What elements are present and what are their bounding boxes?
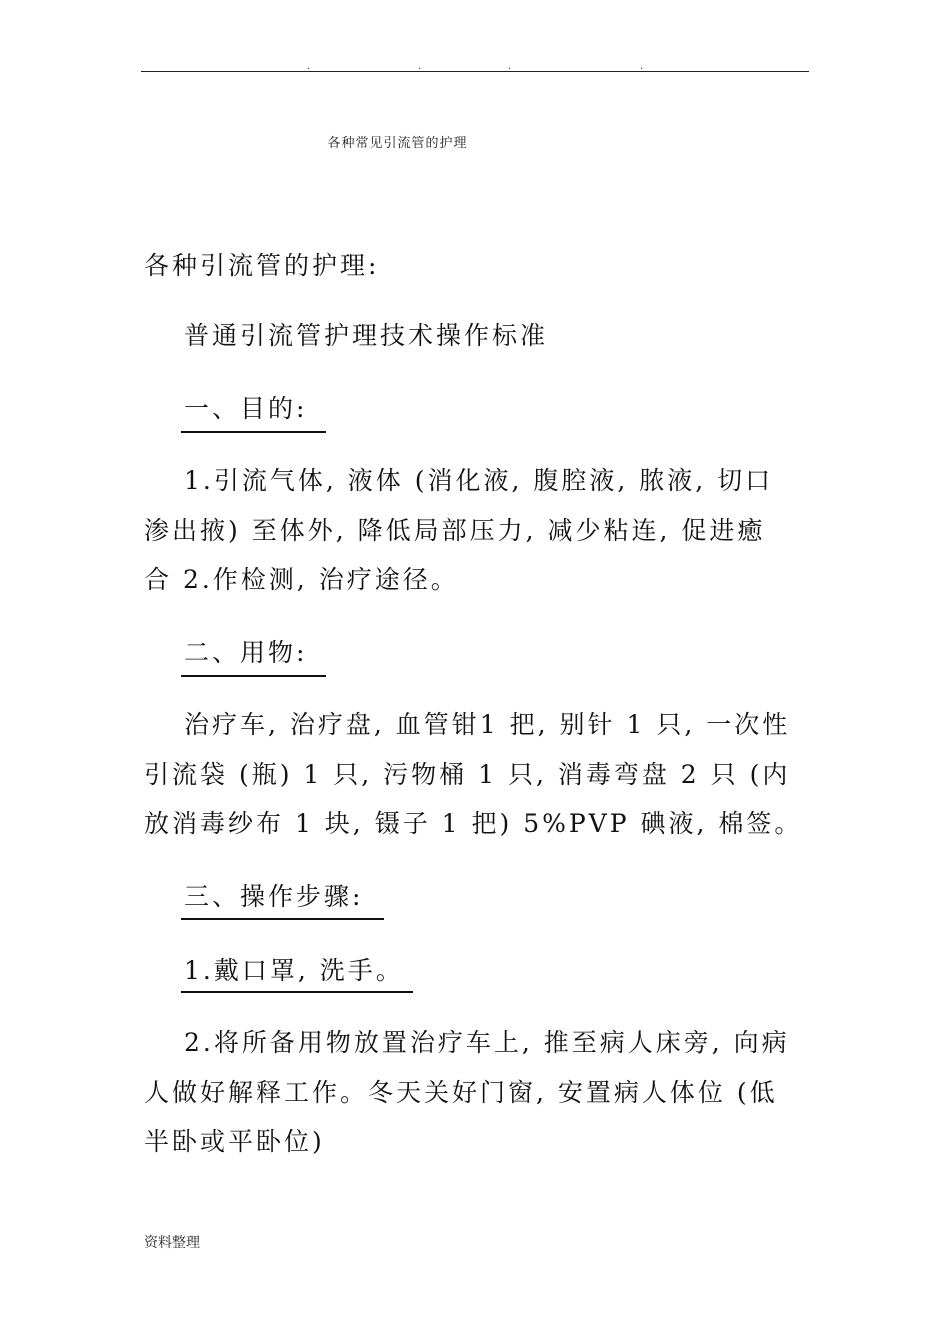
header-dot: . <box>418 61 422 72</box>
section-underline <box>181 918 384 920</box>
header-dot: . <box>307 61 311 72</box>
paragraph-line: 治疗车, 治疗盘, 血管钳1 把, 别针 1 只, 一次性 <box>184 710 791 739</box>
paragraph-line: 1.引流气体, 液体 (消化液, 腹腔液, 脓液, 切口 <box>184 466 774 495</box>
step-underline <box>181 991 413 993</box>
section-title-purpose: 一、目的: <box>184 394 308 423</box>
step-one: 1.戴口罩, 洗手。 <box>184 956 404 985</box>
header-dot: . <box>508 61 512 72</box>
paragraph-line: 半卧或平卧位) <box>144 1127 325 1156</box>
section-underline <box>181 675 326 677</box>
paragraph-line: 合 2.作检测, 治疗途径。 <box>144 565 459 594</box>
document-heading: 各种引流管的护理: <box>144 251 380 280</box>
paragraph-line: 引流袋 (瓶) 1 只, 污物桶 1 只, 消毒弯盘 2 只 (内 <box>144 760 791 789</box>
section-title-steps: 三、操作步骤: <box>184 882 364 911</box>
footer-text: 资料整理 <box>144 1235 200 1251</box>
header-rule <box>141 71 809 72</box>
paragraph-line: 放消毒纱布 1 块, 镊子 1 把) 5%PVP 碘液, 棉签。 <box>144 809 803 838</box>
section-underline <box>181 431 326 433</box>
paragraph-line: 2.将所备用物放置治疗车上, 推至病人床旁, 向病 <box>184 1028 790 1057</box>
header-dot: . <box>640 61 644 72</box>
paragraph-line: 渗出掖) 至体外, 降低局部压力, 减少粘连, 促进癒 <box>144 516 766 545</box>
document-subheading: 普通引流管护理技术操作标准 <box>184 321 549 350</box>
running-header-title: 各种常见引流管的护理 <box>327 136 468 151</box>
paragraph-line: 人做好解释工作。冬天关好门窗, 安置病人体位 (低 <box>144 1078 778 1107</box>
section-title-supplies: 二、用物: <box>184 638 308 667</box>
